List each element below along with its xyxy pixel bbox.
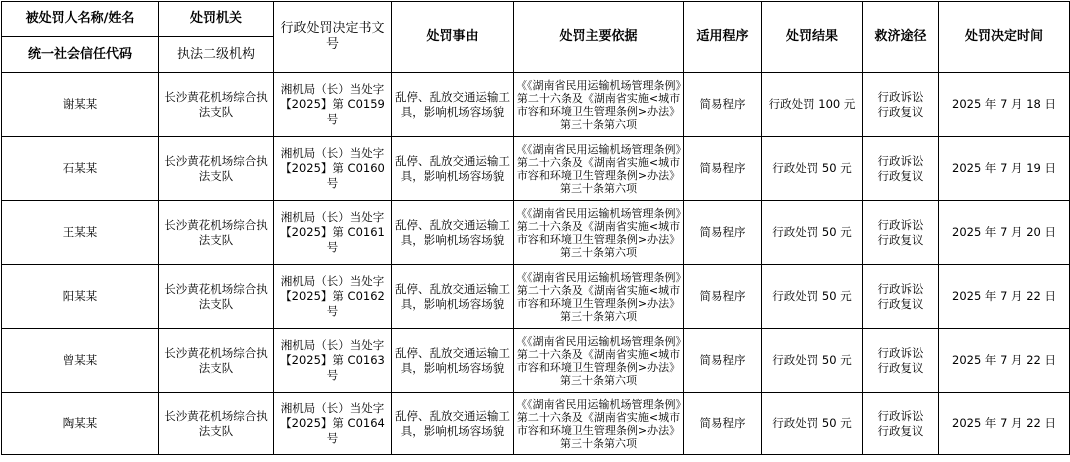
cell-date: 2025 年 7 月 22 日 xyxy=(939,265,1070,329)
cell-procedure: 简易程序 xyxy=(684,329,762,393)
header-doc-no: 行政处罚决定书文号 xyxy=(274,2,392,73)
cell-authority: 长沙黄花机场综合执法支队 xyxy=(159,329,274,393)
cell-authority: 长沙黄花机场综合执法支队 xyxy=(159,137,274,201)
table-header xyxy=(2,2,1070,73)
cell-result: 行政处罚 50 元 xyxy=(762,329,863,393)
cell-name: 阳某某 xyxy=(2,265,159,329)
cell-result: 行政处罚 50 元 xyxy=(762,393,863,455)
cell-doc-no: 湘机局（长）当处字【2025】第 C0159 号 xyxy=(274,73,392,137)
cell-authority: 长沙黄花机场综合执法支队 xyxy=(159,265,274,329)
cell-name: 陶某某 xyxy=(2,393,159,455)
cell-reason: 乱停、乱放交通运输工具，影响机场容场貌 xyxy=(392,137,514,201)
cell-basis: 《《湖南省民用运输机场管理条例》第二十六条及《湖南省实施<城市市容和环境卫生管理条例>办法》第三十条第六项 xyxy=(514,73,684,137)
cell-reason: 乱停、乱放交通运输工具，影响机场容场貌 xyxy=(392,201,514,265)
cell-basis: 《《湖南省民用运输机场管理条例》第二十六条及《湖南省实施<城市市容和环境卫生管理条例>办法》第三十条第六项 xyxy=(514,201,684,265)
cell-name: 曾某某 xyxy=(2,329,159,393)
header-name: 被处罚人名称/姓名 xyxy=(2,2,159,37)
cell-procedure: 简易程序 xyxy=(684,393,762,455)
remedy-review: 行政复议 xyxy=(877,360,924,375)
cell-result: 行政处罚 50 元 xyxy=(762,201,863,265)
table-row xyxy=(2,73,1070,137)
cell-date: 2025 年 7 月 18 日 xyxy=(939,73,1070,137)
cell-procedure: 简易程序 xyxy=(684,73,762,137)
cell-authority: 长沙黄花机场综合执法支队 xyxy=(159,73,274,137)
table-body xyxy=(2,73,1070,455)
cell-doc-no: 湘机局（长）当处字【2025】第 C0162 号 xyxy=(274,265,392,329)
cell-doc-no: 湘机局（长）当处字【2025】第 C0163 号 xyxy=(274,329,392,393)
cell-name: 石某某 xyxy=(2,137,159,201)
cell-authority: 长沙黄花机场综合执法支队 xyxy=(159,393,274,455)
cell-remedy xyxy=(863,201,939,265)
cell-basis: 《《湖南省民用运输机场管理条例》第二十六条及《湖南省实施<城市市容和环境卫生管理条例>办法》第三十条第六项 xyxy=(514,137,684,201)
cell-procedure: 简易程序 xyxy=(684,265,762,329)
header-result: 处罚结果 xyxy=(762,2,863,73)
cell-authority: 长沙黄花机场综合执法支队 xyxy=(159,201,274,265)
cell-doc-no: 湘机局（长）当处字【2025】第 C0164 号 xyxy=(274,393,392,455)
remedy-litigation: 行政诉讼 xyxy=(877,408,924,423)
remedy-review: 行政复议 xyxy=(877,168,924,183)
cell-doc-no: 湘机局（长）当处字【2025】第 C0161 号 xyxy=(274,201,392,265)
remedy-litigation: 行政诉讼 xyxy=(877,217,924,232)
table-row xyxy=(2,329,1070,393)
table-row xyxy=(2,137,1070,201)
cell-remedy xyxy=(863,73,939,137)
remedy-litigation: 行政诉讼 xyxy=(877,89,924,104)
table-row xyxy=(2,201,1070,265)
header-credit-code: 统一社会信任代码 xyxy=(2,37,159,73)
remedy-litigation: 行政诉讼 xyxy=(877,345,924,360)
header-remedy: 救济途径 xyxy=(863,2,939,73)
cell-result: 行政处罚 50 元 xyxy=(762,137,863,201)
cell-remedy xyxy=(863,329,939,393)
table-row xyxy=(2,265,1070,329)
header-date: 处罚决定时间 xyxy=(939,2,1070,73)
cell-reason: 乱停、乱放交通运输工具，影响机场容场貌 xyxy=(392,393,514,455)
remedy-review: 行政复议 xyxy=(877,232,924,247)
cell-basis: 《《湖南省民用运输机场管理条例》第二十六条及《湖南省实施<城市市容和环境卫生管理条例>办法》第三十条第六项 xyxy=(514,265,684,329)
cell-procedure: 简易程序 xyxy=(684,201,762,265)
cell-name: 王某某 xyxy=(2,201,159,265)
cell-basis: 《《湖南省民用运输机场管理条例》第二十六条及《湖南省实施<城市市容和环境卫生管理条例>办法》第三十条第六项 xyxy=(514,329,684,393)
cell-reason: 乱停、乱放交通运输工具，影响机场容场貌 xyxy=(392,329,514,393)
remedy-review: 行政复议 xyxy=(877,423,924,438)
remedy-litigation: 行政诉讼 xyxy=(877,153,924,168)
cell-remedy xyxy=(863,265,939,329)
cell-remedy xyxy=(863,393,939,455)
header-basis: 处罚主要依据 xyxy=(514,2,684,73)
cell-name: 谢某某 xyxy=(2,73,159,137)
cell-basis: 《《湖南省民用运输机场管理条例》第二十六条及《湖南省实施<城市市容和环境卫生管理条例>办法》第三十条第六项 xyxy=(514,393,684,455)
cell-result: 行政处罚 50 元 xyxy=(762,265,863,329)
cell-doc-no: 湘机局（长）当处字【2025】第 C0160 号 xyxy=(274,137,392,201)
cell-reason: 乱停、乱放交通运输工具，影响机场容场貌 xyxy=(392,265,514,329)
cell-reason: 乱停、乱放交通运输工具，影响机场容场貌 xyxy=(392,73,514,137)
cell-result: 行政处罚 100 元 xyxy=(762,73,863,137)
cell-date: 2025 年 7 月 22 日 xyxy=(939,393,1070,455)
cell-date: 2025 年 7 月 19 日 xyxy=(939,137,1070,201)
remedy-review: 行政复议 xyxy=(877,296,924,311)
penalty-table xyxy=(1,1,1070,455)
cell-remedy xyxy=(863,137,939,201)
table-row xyxy=(2,393,1070,455)
header-reason: 处罚事由 xyxy=(392,2,514,73)
header-authority: 处罚机关 xyxy=(159,2,274,37)
remedy-review: 行政复议 xyxy=(877,104,924,119)
cell-date: 2025 年 7 月 22 日 xyxy=(939,329,1070,393)
remedy-litigation: 行政诉讼 xyxy=(877,281,924,296)
cell-procedure: 简易程序 xyxy=(684,137,762,201)
header-procedure: 适用程序 xyxy=(684,2,762,73)
cell-date: 2025 年 7 月 20 日 xyxy=(939,201,1070,265)
header-sub-agency: 执法二级机构 xyxy=(159,37,274,73)
